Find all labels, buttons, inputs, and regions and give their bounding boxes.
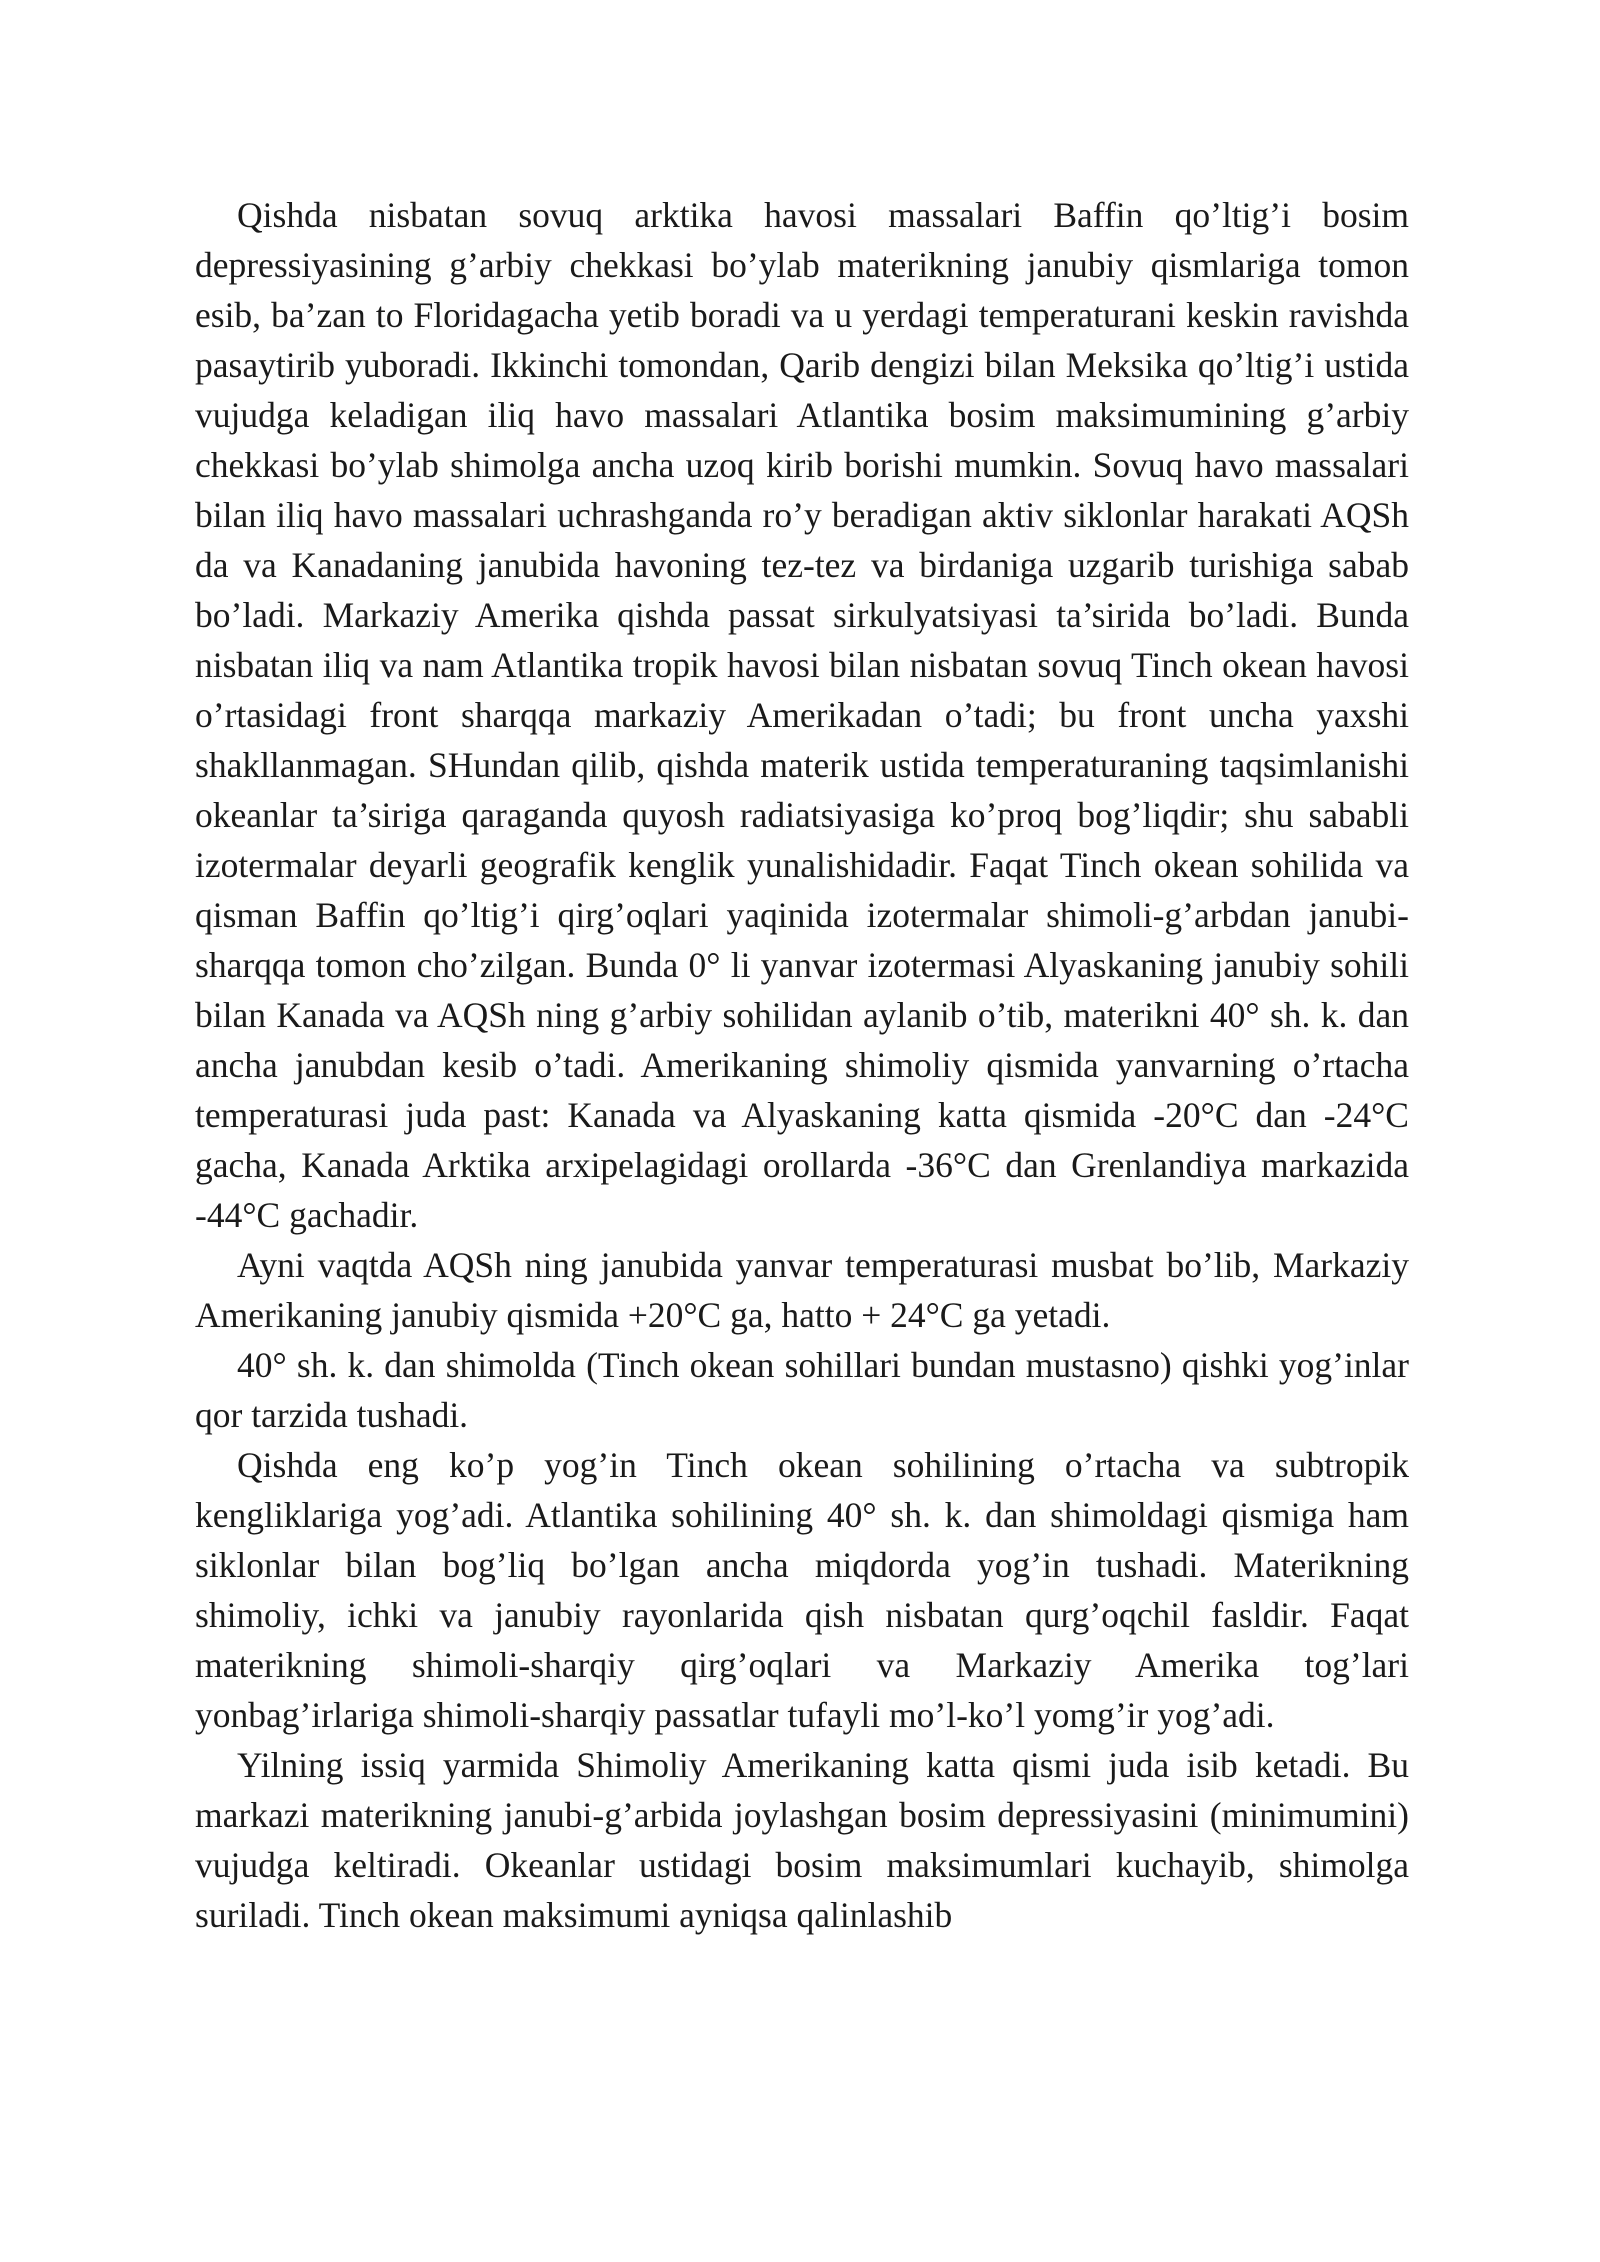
paragraph: 40° sh. k. dan shimolda (Tinch okean sohillari bundan mustasno) qishki yog’inlar qor tarzida tushadi.	[195, 1345, 1409, 1435]
paragraph: Ayni vaqtda AQSh ning janubida yanvar temperaturasi musbat bo’lib, Markaziy Amerikaning janubiy qismida +20°C ga, hatto + 24°C ga yetadi.	[195, 1245, 1409, 1335]
paragraph: Qishda nisbatan sovuq arktika havosi massalari Baffin qo’ltig’i bosim depressiyasining g’arbiy chekkasi bo’ylab materikning janubiy qismlariga tomon esib, ba’zan to Floridagacha yetib boradi va u yerdagi temperaturani keskin ravishda pasaytirib yuboradi. Ikkinchi tomondan, Qarib dengizi bilan Meksika qo’ltig’i ustida vujudga keladigan iliq havo massalari Atlantika bosim maksimumining g’arbiy chekkasi bo’ylab shimolga ancha uzoq kirib borishi mumkin. Sovuq havo massalari bilan iliq havo massalari uchrashganda ro’y beradigan aktiv siklonlar harakati AQSh da va Kanadaning janubida havoning tez-tez va birdaniga uzgarib turishiga sabab bo’ladi. Markaziy Amerika qishda passat sirkulyatsiyasi ta’sirida bo’ladi. Bunda nisbatan iliq va nam Atlantika tropik havosi bilan nisbatan sovuq Tinch okean havosi o’rtasidagi front sharqqa markaziy Amerikadan o’tadi; bu front uncha yaxshi shakllanmagan. SHundan qilib, qishda materik ustida temperaturaning taqsimlanishi okeanlar ta’siriga qaraganda quyosh radiatsiyasiga ko’proq bog’liqdir; shu sababli izotermalar deyarli geografik kenglik yunalishidadir. Faqat Tinch okean sohilida va qisman Baffin qo’ltig’i qirg’oqlari yaqinida izotermalar shimoli-g’arbdan janubi-sharqqa tomon cho’zilgan. Bunda 0° li yanvar izotermasi Alyaskaning janubiy sohili bilan Kanada va AQSh ning g’arbiy sohilidan aylanib o’tib, materikni 40° sh. k. dan ancha janubdan kesib o’tadi. Amerikaning shimoliy qismida yanvarning o’rtacha temperaturasi juda past: Kanada va Alyaskaning katta qismida -20°C dan -24°C gacha, Kanada Arktika arxipelagidagi orollarda -36°C dan Grenlandiya markazida -44°C gachadir.	[195, 195, 1409, 1235]
paragraph: Qishda eng ko’p yog’in Tinch okean sohilining o’rtacha va subtropik kengliklariga yog’adi. Atlantika sohilining 40° sh. k. dan shimoldagi qismiga ham siklonlar bilan bog’liq bo’lgan ancha miqdorda yog’in tushadi. Materikning shimoliy, ichki va janubiy rayonlarida qish nisbatan qurg’oqchil fasldir. Faqat materikning shimoli-sharqiy qirg’oqlari va Markaziy Amerika tog’lari yonbag’irlariga shimoli-sharqiy passatlar tufayli mo’l-ko’l yomg’ir yog’adi.	[195, 1445, 1409, 1735]
document-page	[195, 190, 1409, 1940]
paragraph: Yilning issiq yarmida Shimoliy Amerikaning katta qismi juda isib ketadi. Bu markazi materikning janubi-g’arbida joylashgan bosim depressiyasini (minimumini) vujudga keltiradi. Okeanlar ustidagi bosim maksimumlari kuchayib, shimolga suriladi. Tinch okean maksimumi ayniqsa qalinlashib	[195, 1745, 1409, 1935]
